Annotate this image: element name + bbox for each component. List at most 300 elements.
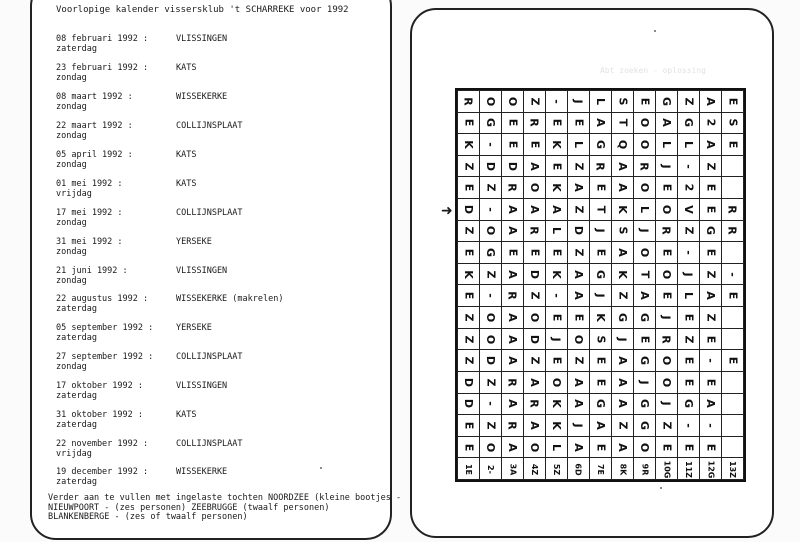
entry-date: 19 december 1992 : bbox=[56, 467, 149, 477]
grid-letter: K bbox=[594, 313, 607, 322]
grid-letter: - bbox=[681, 423, 695, 428]
calendar-entry bbox=[56, 237, 123, 257]
grid-letter: E bbox=[703, 183, 717, 192]
grid-letter: A bbox=[505, 356, 519, 365]
grid-letter: R bbox=[505, 421, 519, 430]
grid-cell bbox=[502, 458, 524, 480]
grid-letter: E bbox=[593, 248, 607, 257]
grid-cell bbox=[502, 393, 524, 415]
grid-cell bbox=[722, 285, 744, 307]
grid-cell bbox=[656, 415, 678, 437]
grid-letter: E bbox=[505, 248, 519, 257]
grid-cell bbox=[612, 328, 634, 350]
grid-letter: A bbox=[615, 442, 629, 452]
grid-cell bbox=[568, 458, 590, 480]
grid-letter: A bbox=[571, 442, 585, 452]
calendar-entry bbox=[56, 439, 148, 459]
grid-cell bbox=[568, 307, 590, 329]
grid-letter: Z bbox=[483, 183, 497, 192]
grid-row bbox=[458, 371, 744, 393]
grid-letter: A bbox=[703, 399, 717, 409]
grid-letter: G bbox=[638, 312, 651, 322]
grid-cell bbox=[634, 393, 656, 415]
entry-location: WISSEKERKE (makrelen) bbox=[176, 294, 284, 304]
grid-cell bbox=[700, 436, 722, 458]
grid-cell bbox=[700, 263, 722, 285]
grid-cell bbox=[700, 307, 722, 329]
grid-letter: R bbox=[527, 399, 541, 409]
grid-letter: G bbox=[594, 269, 607, 279]
grid-cell bbox=[700, 458, 722, 480]
grid-letter: - bbox=[483, 401, 497, 407]
grid-cell bbox=[480, 155, 502, 177]
grid-letter: E bbox=[549, 248, 563, 257]
grid-cell bbox=[656, 371, 678, 393]
grid-cell bbox=[722, 415, 744, 437]
grid-letter: E bbox=[703, 378, 717, 386]
grid-cell bbox=[546, 91, 568, 113]
grid-cell bbox=[502, 134, 524, 156]
grid-letter: A bbox=[571, 269, 585, 279]
grid-letter: J bbox=[660, 315, 673, 320]
grid-letter: A bbox=[527, 205, 541, 214]
grid-letter: E bbox=[725, 140, 739, 149]
grid-letter: Z bbox=[527, 291, 541, 300]
grid-cell bbox=[590, 415, 612, 437]
grid-letter: E bbox=[659, 292, 673, 300]
grid-letter: G bbox=[616, 312, 629, 322]
grid-cell bbox=[590, 371, 612, 393]
calendar-entry bbox=[56, 381, 143, 401]
grid-cell bbox=[656, 458, 678, 480]
grid-letter: E bbox=[593, 356, 607, 365]
grid-row bbox=[458, 458, 744, 480]
grid-letter: E bbox=[461, 183, 475, 192]
grid-letter: G bbox=[638, 420, 651, 430]
grid-cell bbox=[612, 263, 634, 285]
grid-letter: J bbox=[572, 423, 585, 428]
grid-letter: E bbox=[549, 162, 563, 170]
grid-cell bbox=[458, 371, 480, 393]
grid-row bbox=[458, 91, 744, 113]
grid-cell bbox=[590, 220, 612, 242]
faded-heading: Abt zoeken - oplossing bbox=[600, 66, 706, 75]
grid-letter: K bbox=[550, 399, 563, 409]
grid-letter: G bbox=[704, 226, 717, 236]
grid-letter: Z bbox=[461, 226, 475, 235]
entry-weekday: vrijdag bbox=[56, 189, 92, 199]
grid-letter: D bbox=[461, 204, 475, 214]
grid-cell bbox=[502, 91, 524, 113]
grid-letter: O bbox=[527, 312, 541, 323]
grid-letter: A bbox=[571, 291, 585, 301]
grid-cell bbox=[634, 458, 656, 480]
grid-cell bbox=[634, 415, 656, 437]
entry-date: 31 oktober 1992 : bbox=[56, 410, 143, 420]
grid-letter: A bbox=[637, 291, 651, 301]
grid-cell bbox=[612, 199, 634, 221]
grid-letter: Z bbox=[571, 356, 585, 365]
grid-letter: 2- bbox=[485, 465, 495, 475]
grid-letter: Z bbox=[483, 421, 497, 430]
grid-cell bbox=[722, 155, 744, 177]
grid-cell bbox=[568, 350, 590, 372]
grid-cell bbox=[678, 436, 700, 458]
grid-cell bbox=[678, 199, 700, 221]
grid-letter: - bbox=[681, 163, 695, 169]
grid-letter: A bbox=[527, 377, 541, 387]
calendar-entry bbox=[56, 63, 148, 83]
grid-cell bbox=[678, 177, 700, 199]
entry-weekday: zondag bbox=[56, 160, 87, 170]
grid-cell bbox=[568, 134, 590, 156]
grid-cell bbox=[590, 155, 612, 177]
grid-cell bbox=[502, 263, 524, 285]
grid-cell bbox=[656, 134, 678, 156]
grid-cell bbox=[546, 415, 568, 437]
grid-letter: A bbox=[549, 205, 563, 214]
grid-letter: R bbox=[461, 97, 475, 106]
grid-cell bbox=[656, 307, 678, 329]
grid-letter: Z bbox=[659, 421, 673, 430]
word-search-table bbox=[457, 90, 744, 480]
grid-cell bbox=[524, 458, 546, 480]
grid-letter: K bbox=[462, 269, 475, 279]
grid-cell bbox=[546, 134, 568, 156]
grid-cell bbox=[634, 220, 656, 242]
grid-cell bbox=[722, 199, 744, 221]
grid-letter: O bbox=[637, 118, 651, 128]
grid-cell bbox=[546, 112, 568, 134]
grid-cell bbox=[678, 91, 700, 113]
grid-letter: - bbox=[703, 358, 717, 363]
grid-letter: J bbox=[594, 293, 607, 298]
grid-cell bbox=[524, 220, 546, 242]
grid-cell bbox=[656, 393, 678, 415]
grid-cell bbox=[700, 328, 722, 350]
grid-cell bbox=[678, 285, 700, 307]
grid-cell bbox=[480, 371, 502, 393]
grid-cell bbox=[634, 112, 656, 134]
grid-letter: Z bbox=[615, 421, 629, 430]
entry-location: KATS bbox=[176, 410, 197, 420]
grid-letter: Z bbox=[527, 97, 541, 106]
grid-letter: S bbox=[594, 335, 607, 343]
grid-row bbox=[458, 285, 744, 307]
grid-cell bbox=[634, 134, 656, 156]
grid-cell bbox=[458, 177, 480, 199]
grid-cell bbox=[656, 263, 678, 285]
grid-cell bbox=[656, 155, 678, 177]
grid-cell bbox=[546, 458, 568, 480]
grid-cell bbox=[458, 220, 480, 242]
calendar-entry bbox=[56, 179, 123, 199]
grid-row bbox=[458, 415, 744, 437]
grid-cell bbox=[678, 415, 700, 437]
grid-letter: L bbox=[571, 141, 585, 149]
entry-date: 08 maart 1992 : bbox=[56, 92, 133, 102]
grid-cell bbox=[524, 91, 546, 113]
grid-letter: T bbox=[615, 119, 629, 127]
grid-cell bbox=[700, 393, 722, 415]
grid-letter: 2 bbox=[704, 119, 717, 127]
grid-cell bbox=[480, 263, 502, 285]
grid-cell bbox=[568, 328, 590, 350]
grid-letter: E bbox=[461, 119, 475, 127]
grid-letter: - bbox=[483, 207, 497, 212]
grid-cell bbox=[700, 220, 722, 242]
grid-letter: D bbox=[505, 161, 519, 171]
grid-cell bbox=[656, 285, 678, 307]
entry-weekday: zondag bbox=[56, 362, 87, 372]
grid-cell bbox=[458, 91, 480, 113]
grid-cell bbox=[458, 199, 480, 221]
grid-cell bbox=[678, 371, 700, 393]
grid-letter: A bbox=[505, 226, 519, 236]
grid-letter: 7E bbox=[596, 464, 605, 476]
grid-cell bbox=[656, 177, 678, 199]
grid-letter: 5Z bbox=[552, 463, 561, 476]
grid-letter: A bbox=[703, 140, 717, 149]
grid-cell bbox=[458, 328, 480, 350]
footer-line: NIEUWPOORT - (zes personen) ZEEBRUGGE (twaalf personen) bbox=[48, 502, 330, 513]
grid-letter: A bbox=[505, 334, 519, 344]
grid-letter: E bbox=[461, 292, 475, 300]
grid-letter: O bbox=[527, 183, 541, 193]
grid-cell bbox=[656, 91, 678, 113]
grid-cell bbox=[678, 155, 700, 177]
grid-cell bbox=[480, 220, 502, 242]
grid-cell bbox=[722, 91, 744, 113]
grid-letter: - bbox=[483, 142, 497, 147]
entry-date: 08 februari 1992 : bbox=[56, 34, 149, 44]
calendar-entry bbox=[56, 294, 148, 314]
entry-weekday: zaterdag bbox=[56, 333, 97, 343]
grid-letter: Z bbox=[461, 313, 475, 322]
entry-location: KATS bbox=[176, 150, 197, 160]
grid-cell bbox=[612, 242, 634, 264]
grid-letter: R bbox=[505, 291, 519, 301]
grid-cell bbox=[524, 242, 546, 264]
grid-cell bbox=[612, 177, 634, 199]
grid-cell bbox=[656, 242, 678, 264]
grid-row bbox=[458, 393, 744, 415]
calendar-entry bbox=[56, 150, 133, 170]
grid-letter: G bbox=[638, 356, 651, 366]
grid-letter: O bbox=[483, 312, 497, 323]
grid-cell bbox=[678, 328, 700, 350]
grid-letter: L bbox=[593, 97, 607, 105]
grid-letter: O bbox=[659, 355, 673, 366]
grid-cell bbox=[546, 155, 568, 177]
grid-cell bbox=[568, 220, 590, 242]
grid-cell bbox=[546, 199, 568, 221]
grid-cell bbox=[656, 350, 678, 372]
grid-letter: A bbox=[615, 161, 629, 171]
grid-letter: L bbox=[681, 141, 695, 149]
grid-letter: E bbox=[659, 248, 673, 257]
grid-cell bbox=[502, 177, 524, 199]
grid-letter: R bbox=[527, 118, 541, 128]
grid-letter: E bbox=[725, 292, 739, 300]
grid-cell bbox=[568, 415, 590, 437]
grid-cell bbox=[458, 436, 480, 458]
grid-letter: E bbox=[593, 183, 607, 192]
footer-line: BLANKENBERGE - (zes of twaalf personen) bbox=[48, 512, 248, 522]
entry-weekday: zaterdag bbox=[56, 44, 97, 54]
entry-date: 17 mei 1992 : bbox=[56, 208, 123, 218]
grid-cell bbox=[722, 307, 744, 329]
grid-letter: O bbox=[527, 442, 541, 452]
entry-location: YERSEKE bbox=[176, 237, 212, 247]
grid-cell bbox=[458, 263, 480, 285]
grid-cell bbox=[678, 134, 700, 156]
grid-cell bbox=[634, 285, 656, 307]
grid-letter: Z bbox=[571, 205, 585, 214]
grid-cell bbox=[700, 177, 722, 199]
grid-letter: - bbox=[703, 423, 717, 428]
grid-row bbox=[458, 220, 744, 242]
grid-row bbox=[458, 242, 744, 264]
grid-cell bbox=[458, 134, 480, 156]
grid-cell bbox=[590, 112, 612, 134]
entry-date: 22 november 1992 : bbox=[56, 439, 149, 449]
grid-letter: A bbox=[593, 118, 607, 128]
grid-letter: J bbox=[550, 336, 563, 342]
grid-letter: D bbox=[461, 399, 475, 409]
grid-letter: R bbox=[725, 226, 739, 236]
grid-cell bbox=[568, 242, 590, 264]
grid-letter: O bbox=[483, 334, 497, 344]
grid-cell bbox=[546, 371, 568, 393]
grid-cell bbox=[722, 112, 744, 134]
grid-cell bbox=[700, 415, 722, 437]
grid-cell bbox=[480, 242, 502, 264]
grid-letter: - bbox=[549, 293, 563, 299]
grid-cell bbox=[722, 350, 744, 372]
grid-letter: K bbox=[550, 421, 563, 430]
entry-location: KATS bbox=[176, 179, 197, 189]
grid-letter: J bbox=[638, 380, 651, 385]
grid-letter: K bbox=[550, 269, 563, 279]
grid-letter: A bbox=[593, 421, 607, 430]
grid-letter: A bbox=[505, 205, 519, 214]
grid-cell bbox=[612, 393, 634, 415]
grid-letter: O bbox=[483, 96, 497, 106]
grid-letter: A bbox=[615, 356, 629, 365]
grid-cell bbox=[524, 436, 546, 458]
grid-letter: D bbox=[461, 377, 475, 387]
grid-letter: O bbox=[659, 377, 673, 387]
entry-location: COLLIJNSPLAAT bbox=[176, 121, 243, 131]
grid-letter: A bbox=[571, 377, 585, 387]
grid-cell bbox=[590, 436, 612, 458]
grid-cell bbox=[634, 328, 656, 350]
grid-letter: E bbox=[681, 443, 695, 451]
grid-letter: L bbox=[549, 227, 563, 235]
grid-letter: - bbox=[483, 293, 497, 299]
grid-letter: R bbox=[659, 334, 673, 344]
grid-letter: K bbox=[550, 183, 563, 192]
grid-letter: E bbox=[703, 248, 717, 257]
grid-cell bbox=[502, 242, 524, 264]
grid-cell bbox=[480, 436, 502, 458]
grid-cell bbox=[634, 371, 656, 393]
entry-weekday: zondag bbox=[56, 276, 87, 286]
grid-letter: A bbox=[659, 118, 673, 128]
entry-date: 31 mei 1992 : bbox=[56, 237, 123, 247]
grid-letter: E bbox=[681, 313, 695, 322]
grid-cell bbox=[722, 371, 744, 393]
grid-cell bbox=[722, 328, 744, 350]
grid-letter: 12G bbox=[705, 460, 715, 479]
grid-cell bbox=[546, 393, 568, 415]
grid-cell bbox=[590, 328, 612, 350]
grid-cell bbox=[502, 307, 524, 329]
grid-letter: E bbox=[549, 313, 563, 322]
grid-letter: A bbox=[571, 183, 585, 192]
entry-date: 23 februari 1992 : bbox=[56, 63, 149, 73]
entry-weekday: zaterdag bbox=[56, 420, 97, 430]
entry-date: 05 september 1992 : bbox=[56, 323, 154, 333]
grid-letter: E bbox=[505, 119, 519, 127]
grid-cell bbox=[524, 371, 546, 393]
grid-cell bbox=[612, 112, 634, 134]
grid-letter: G bbox=[594, 140, 607, 150]
calendar-entry bbox=[56, 92, 133, 112]
grid-cell bbox=[722, 458, 744, 480]
speck bbox=[320, 467, 322, 469]
entry-location: YERSEKE bbox=[176, 323, 212, 333]
grid-letter: D bbox=[571, 226, 585, 236]
entry-location: COLLIJNSPLAAT bbox=[176, 352, 243, 362]
grid-letter: J bbox=[616, 336, 629, 342]
grid-row bbox=[458, 112, 744, 134]
grid-letter: A bbox=[505, 313, 519, 322]
grid-letter: D bbox=[527, 269, 541, 279]
grid-cell bbox=[502, 155, 524, 177]
arrow-right-icon: ➜ bbox=[441, 203, 453, 219]
grid-letter: A bbox=[615, 377, 629, 387]
grid-letter: Z bbox=[483, 378, 497, 387]
grid-cell bbox=[634, 263, 656, 285]
grid-cell bbox=[612, 155, 634, 177]
grid-letter: J bbox=[660, 401, 673, 406]
grid-cell bbox=[524, 285, 546, 307]
grid-cell bbox=[458, 350, 480, 372]
grid-cell bbox=[634, 242, 656, 264]
entry-location: VLISSINGEN bbox=[176, 381, 228, 391]
grid-cell bbox=[480, 393, 502, 415]
grid-cell bbox=[458, 415, 480, 437]
grid-cell bbox=[722, 134, 744, 156]
grid-letter: A bbox=[615, 248, 629, 257]
grid-cell bbox=[568, 436, 590, 458]
calendar-footer bbox=[48, 493, 402, 523]
grid-cell bbox=[458, 285, 480, 307]
grid-letter: A bbox=[505, 269, 519, 279]
entry-date: 17 oktober 1992 : bbox=[56, 381, 143, 391]
grid-letter: V bbox=[681, 205, 695, 214]
grid-cell bbox=[568, 155, 590, 177]
grid-letter: R bbox=[659, 226, 673, 236]
grid-cell bbox=[678, 393, 700, 415]
grid-letter: E bbox=[725, 97, 739, 106]
grid-cell bbox=[458, 458, 480, 480]
grid-letter: T bbox=[637, 270, 651, 278]
entry-location: KATS bbox=[176, 63, 197, 73]
calendar-entry bbox=[56, 323, 153, 343]
